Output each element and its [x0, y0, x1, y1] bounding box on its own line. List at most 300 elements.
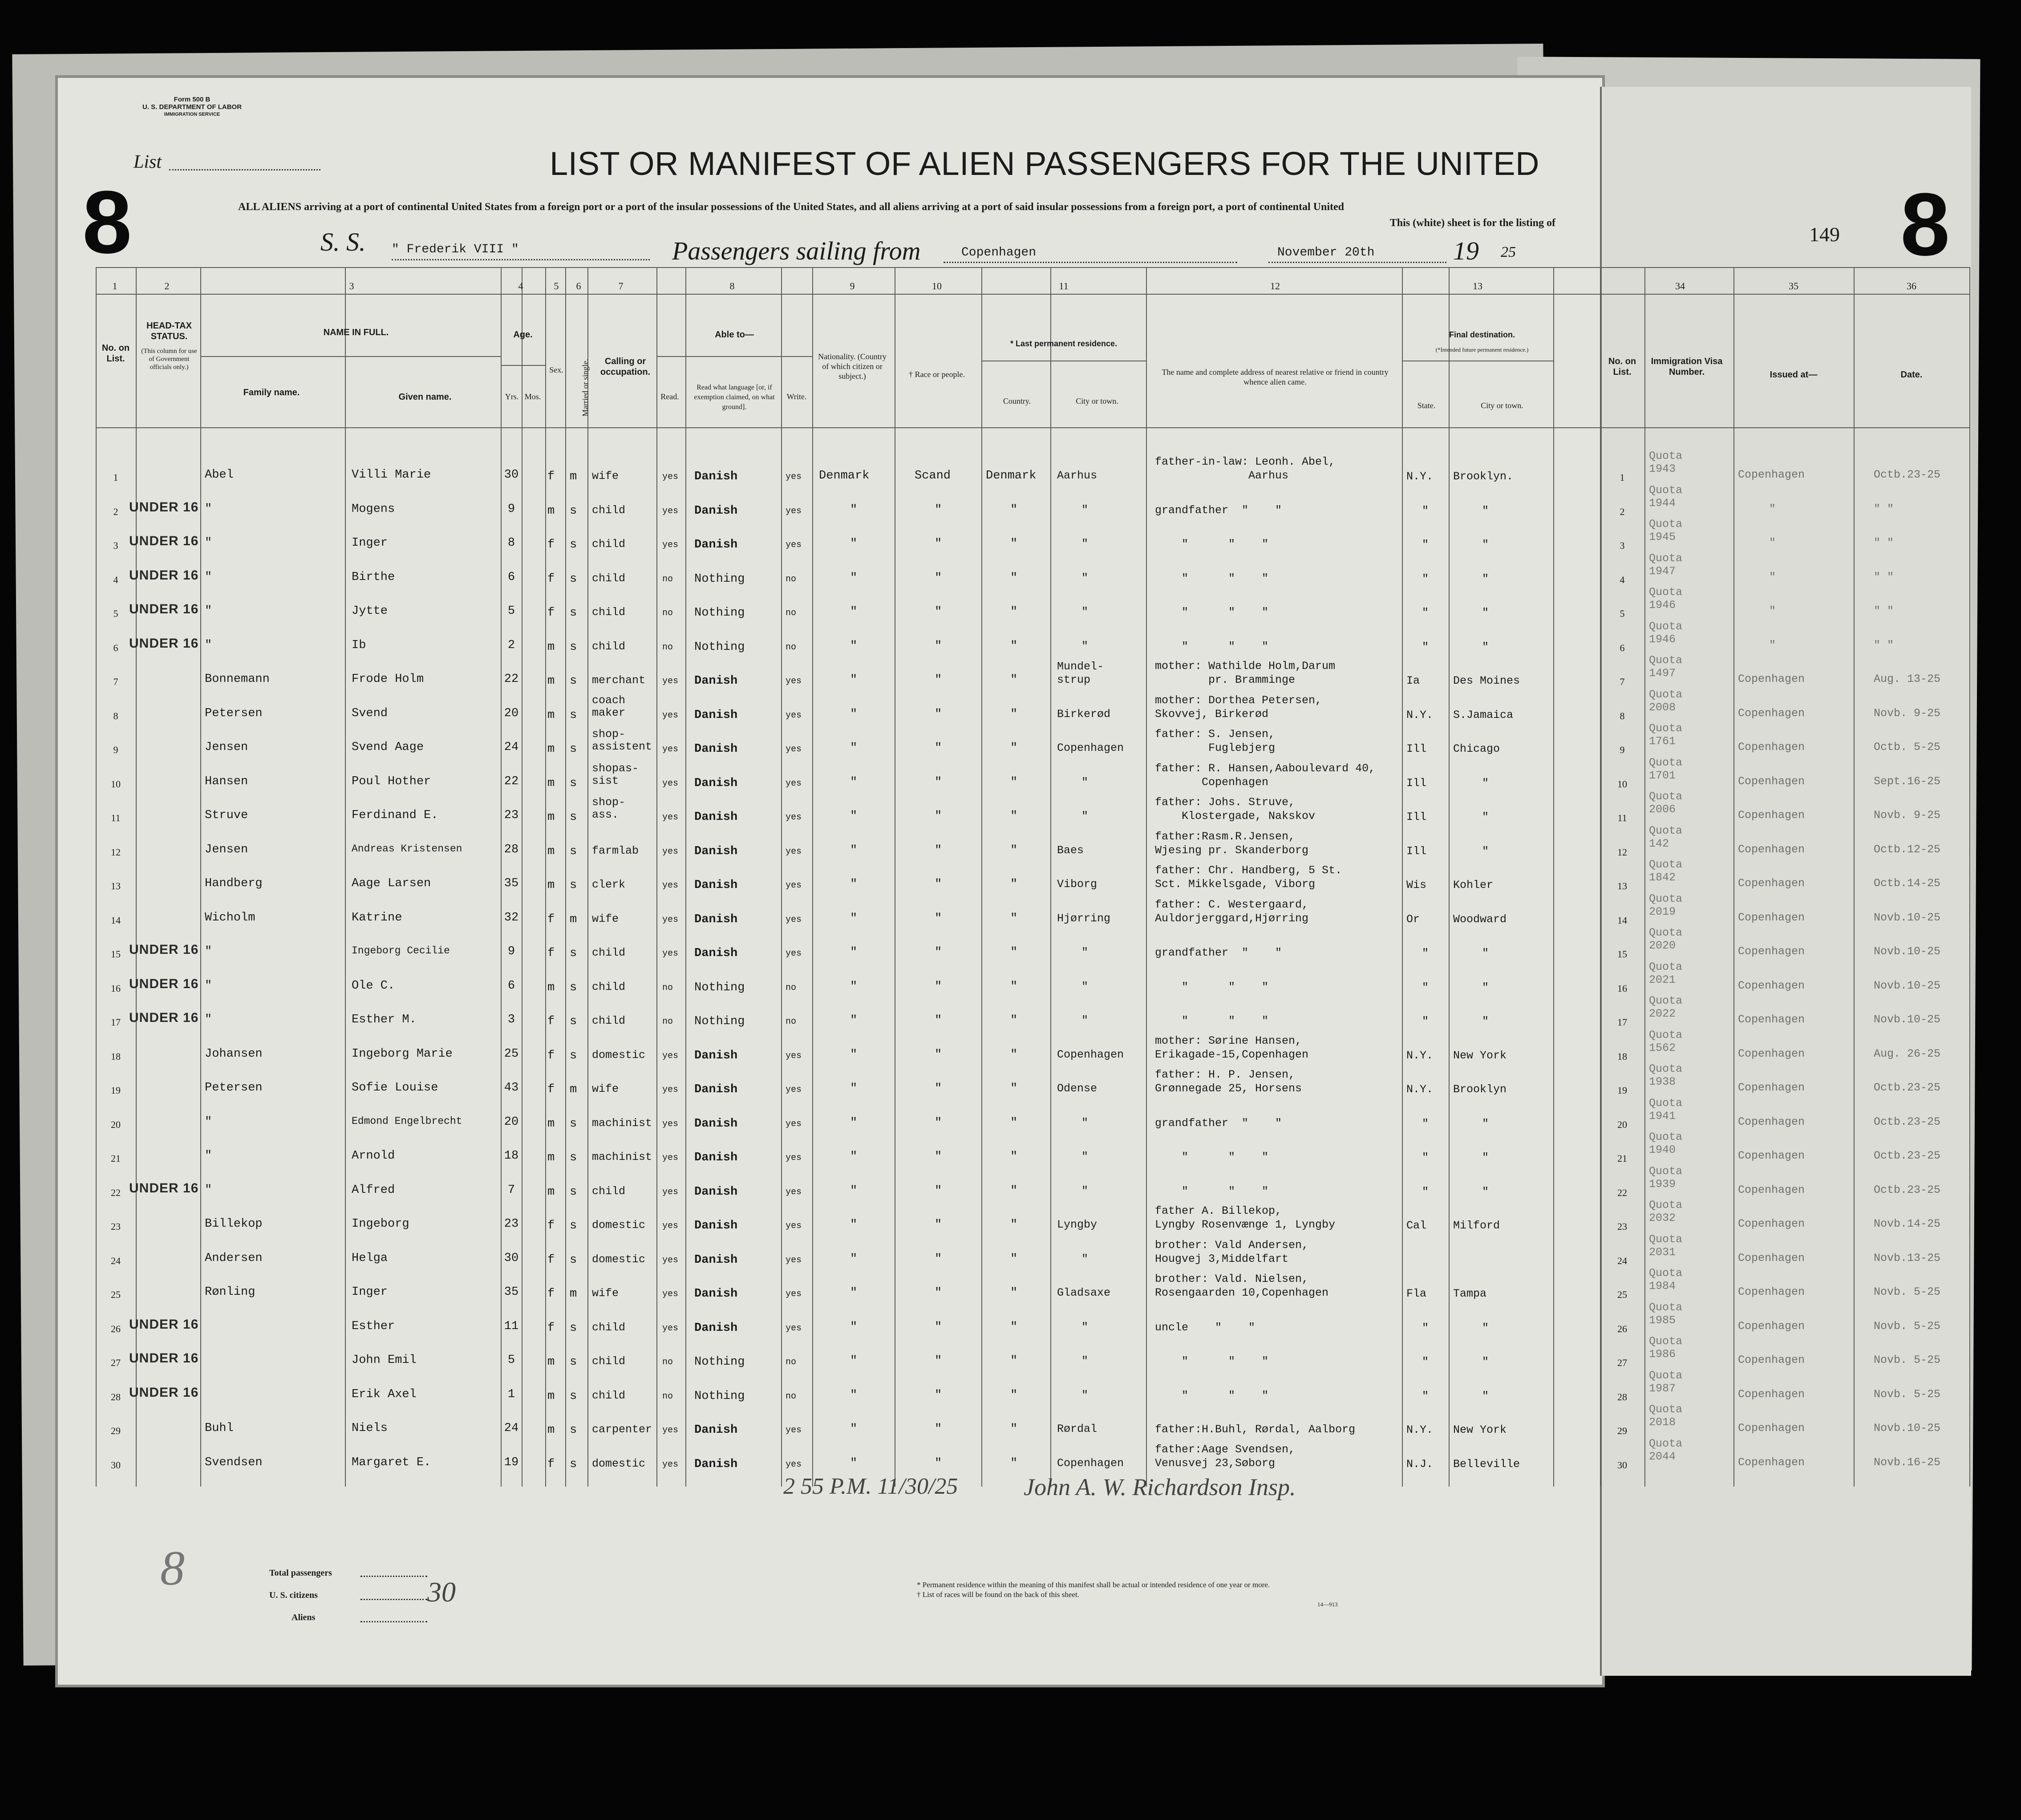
race: " [935, 1321, 942, 1334]
residence-country: " [1010, 1253, 1018, 1266]
residence-country: " [1010, 1048, 1018, 1062]
column-number: 2 [164, 280, 170, 292]
visa-row-number: 14 [1617, 915, 1627, 926]
visa-issued-at: Copenhagen [1738, 979, 1805, 992]
visa-row-number: 9 [1620, 744, 1625, 755]
head-tax-status: UNDER 16 [129, 500, 199, 515]
age-years: 24 [504, 741, 519, 754]
residence-country: " [1010, 640, 1018, 653]
destination-state: Ill [1406, 777, 1427, 790]
residence-city: " [1081, 1150, 1089, 1163]
age-years: 20 [504, 1115, 519, 1129]
row-divider [96, 294, 1969, 295]
destination-city: Brooklyn. [1453, 470, 1514, 483]
read-language: Danish [694, 879, 738, 892]
visa-date: Octb.12-25 [1874, 843, 1941, 856]
residence-country: " [1010, 912, 1018, 925]
destination-state: Ill [1406, 811, 1427, 823]
nationality: " [850, 503, 858, 517]
given-name: John Emil [352, 1354, 417, 1367]
visa-issued-at: Copenhagen [1738, 1285, 1805, 1298]
destination-state: Or [1406, 913, 1420, 926]
can-read: no [662, 574, 673, 584]
given-name: Katrine [352, 911, 402, 924]
form-number: Form 500 B [174, 96, 211, 103]
residence-country: " [1010, 742, 1018, 755]
read-language: Nothing [694, 1355, 745, 1369]
row-number: 8 [113, 710, 118, 722]
nearest-relative: " " " [1155, 1151, 1269, 1163]
destination-city: Tampa [1453, 1287, 1487, 1300]
nationality: " [850, 1048, 858, 1062]
port-line [944, 262, 1237, 263]
given-name: Niels [352, 1422, 388, 1435]
destination-city: " [1482, 606, 1489, 619]
date-line [1268, 262, 1446, 263]
nationality: " [850, 946, 858, 959]
visa-row-number: 13 [1617, 880, 1627, 892]
visa-date: Octb. 5-25 [1874, 741, 1941, 754]
subtitle-line-2: This (white) sheet is for the listing of [1389, 217, 1555, 229]
visa-issued-at: Copenhagen [1738, 1252, 1805, 1265]
row-number: 10 [111, 778, 121, 790]
marital-status: s [570, 572, 577, 586]
footnote-form-code: 14—913 [1317, 1601, 1338, 1608]
visa-issued-at: Copenhagen [1738, 911, 1805, 924]
can-write: no [786, 642, 797, 653]
marital-status: s [570, 1219, 577, 1232]
marital-status: s [570, 1321, 577, 1335]
marital-status: s [570, 606, 577, 620]
can-write: yes [786, 949, 802, 959]
can-write: yes [786, 1459, 802, 1470]
family-name: " [205, 503, 212, 516]
nearest-relative: father: S. Jensen, Fuglebjerg [1155, 728, 1276, 754]
read-language: Danish [694, 1049, 738, 1062]
header-visa-number: Immigration Visa Number. [1651, 357, 1723, 377]
visa-issued-at: Copenhagen [1738, 1388, 1805, 1401]
sex: f [547, 947, 555, 960]
destination-city: New York [1453, 1049, 1507, 1062]
header-married: Married or single. [581, 359, 590, 417]
occupation: carpenter [592, 1423, 652, 1436]
marital-status: s [570, 1355, 577, 1369]
sex: f [547, 1219, 555, 1232]
age-years: 11 [504, 1320, 519, 1333]
can-write: no [786, 574, 797, 584]
race: " [935, 605, 942, 619]
visa-number: Quota 1947 [1649, 552, 1683, 578]
occupation: wife [592, 1082, 619, 1095]
residence-city: Copenhagen [1057, 742, 1124, 754]
nearest-relative: brother: Vald Andersen, Hougvej 3,Middelfart [1155, 1239, 1309, 1265]
nearest-relative: " " " [1155, 538, 1269, 551]
nationality: " [850, 1218, 858, 1232]
nationality: Denmark [819, 469, 870, 482]
residence-country: " [1010, 980, 1018, 993]
read-language: Danish [694, 674, 738, 688]
nationality: " [850, 640, 858, 653]
can-write: no [786, 1017, 797, 1027]
residence-city: Gladsaxe [1057, 1286, 1111, 1299]
occupation: child [592, 1389, 626, 1402]
family-name: " [205, 571, 212, 584]
family-name: Jensen [205, 843, 248, 856]
nearest-relative: brother: Vald. Nielsen, Rosengaarden 10,Copenhagen [1155, 1273, 1329, 1299]
age-years: 9 [507, 503, 515, 516]
age-years: 22 [504, 775, 519, 788]
column-number: 5 [554, 280, 559, 292]
head-tax-status: UNDER 16 [129, 534, 199, 548]
destination-state: N.Y. [1406, 709, 1434, 722]
can-read: yes [662, 1255, 679, 1265]
race: " [935, 640, 942, 653]
visa-date: Octb.14-25 [1874, 877, 1941, 890]
visa-date: Novb. 5-25 [1874, 1285, 1941, 1298]
family-name: Hansen [205, 775, 248, 788]
visa-row-number: 17 [1617, 1017, 1627, 1028]
visa-number: Quota 1701 [1649, 756, 1683, 782]
sex: m [547, 674, 555, 688]
occupation: farmlab [592, 844, 639, 857]
can-read: no [662, 1017, 673, 1027]
header-last-residence: * Last permanent residence. [1010, 339, 1118, 348]
race: " [935, 503, 942, 517]
family-name: " [205, 1115, 212, 1129]
nearest-relative: father: Chr. Handberg, 5 St. Sct. Mikkelsgade, Viborg [1155, 864, 1342, 891]
nationality: " [850, 742, 858, 755]
year-suffix: 25 [1501, 244, 1516, 260]
visa-date: Novb.13-25 [1874, 1252, 1941, 1265]
age-years: 24 [504, 1422, 519, 1435]
column-divider [565, 267, 566, 1487]
visa-row-number: 28 [1617, 1391, 1627, 1402]
family-name: Svendsen [205, 1456, 263, 1469]
nearest-relative: father: H. P. Jensen, Grønnegade 25, Horsens [1155, 1068, 1302, 1095]
total-passengers-label: Total passengers [269, 1568, 332, 1578]
read-language: Nothing [694, 640, 745, 654]
residence-city: " [1081, 776, 1089, 789]
given-name: Poul Hother [352, 775, 431, 788]
race: " [935, 1253, 942, 1266]
sex: m [547, 1355, 555, 1369]
row-number: 14 [111, 915, 121, 926]
row-number: 4 [113, 574, 118, 585]
can-read: yes [662, 847, 679, 857]
nearest-relative: mother: Wathilde Holm,Darum pr. Bramminge [1155, 660, 1336, 686]
destination-city: " [1482, 640, 1489, 653]
destination-city: " [1482, 845, 1489, 858]
visa-issued-at: Copenhagen [1738, 673, 1805, 685]
header-dest-city: City or town. [1481, 401, 1523, 410]
destination-city: " [1482, 811, 1489, 823]
can-read: yes [662, 880, 679, 891]
family-name: Petersen [205, 707, 263, 720]
destination-state: N.Y. [1406, 1423, 1434, 1436]
visa-date: Novb.10-25 [1874, 911, 1941, 924]
visa-date: Novb. 5-25 [1874, 1354, 1941, 1366]
visa-date: Octb.23-25 [1874, 468, 1941, 481]
sex: f [547, 1287, 555, 1301]
nationality: " [850, 776, 858, 789]
residence-city: " [1081, 572, 1089, 584]
can-read: yes [662, 778, 679, 789]
sex: m [547, 777, 555, 790]
occupation: child [592, 572, 626, 585]
can-read: yes [662, 1289, 679, 1299]
family-name: Billekop [205, 1217, 263, 1231]
age-years: 8 [507, 536, 515, 550]
row-number: 16 [111, 983, 121, 994]
destination-state: " [1422, 1390, 1429, 1402]
can-read: no [662, 983, 673, 993]
header-name-in-full: NAME IN FULL. [323, 328, 389, 337]
can-read: yes [662, 1323, 679, 1334]
visa-date: Octb.23-25 [1874, 1149, 1941, 1162]
family-name: Struve [205, 809, 248, 822]
visa-issued-at: " [1769, 503, 1776, 515]
sheet-number-left: 8 [82, 173, 132, 272]
can-write: yes [786, 1153, 802, 1163]
total-passengers-line [360, 1576, 427, 1577]
visa-date: Novb. 9-25 [1874, 809, 1941, 822]
race: " [935, 572, 942, 585]
nearest-relative: father: R. Hansen,Aaboulevard 40, Copenhagen [1155, 762, 1376, 789]
destination-city: " [1482, 947, 1489, 960]
given-name: Mogens [352, 503, 395, 516]
residence-country: " [1010, 605, 1018, 619]
given-name: Erik Axel [352, 1388, 417, 1401]
nearest-relative: grandfather " " [1155, 946, 1282, 959]
header-family-name: Family name. [243, 388, 300, 397]
header-mos: Mos. [524, 392, 541, 401]
column-divider [1733, 267, 1734, 1487]
visa-row-number: 4 [1620, 574, 1625, 585]
nearest-relative: mother: Dorthea Petersen, Skovvej, Birkerød [1155, 694, 1322, 721]
can-write: yes [786, 1119, 802, 1129]
header-age: Age. [513, 330, 533, 340]
visa-row-number: 6 [1620, 642, 1625, 653]
can-read: yes [662, 744, 679, 754]
us-citizens-line [360, 1599, 427, 1600]
destination-state: Wis [1406, 879, 1427, 892]
can-read: yes [662, 1459, 679, 1470]
visa-row-number: 1 [1620, 472, 1625, 483]
row-number: 15 [111, 949, 121, 960]
destination-city: " [1482, 538, 1489, 551]
nearest-relative: father:H.Buhl, Rørdal, Aalborg [1155, 1423, 1356, 1436]
column-divider [1449, 267, 1450, 1487]
can-write: yes [786, 915, 802, 925]
nationality: " [850, 1116, 858, 1130]
visa-issued-at: Copenhagen [1738, 809, 1805, 822]
nearest-relative: " " " [1155, 606, 1269, 619]
row-number: 12 [111, 847, 121, 858]
nearest-relative: father A. Billekop, Lyngby Rosenvænge 1, Lyngby [1155, 1204, 1336, 1231]
residence-country: " [1010, 844, 1018, 857]
sex: m [547, 1151, 555, 1164]
sheet-number-right: 8 [1900, 175, 1950, 274]
read-language: Danish [694, 811, 738, 824]
marital-status: s [570, 709, 577, 722]
marital-status: s [570, 811, 577, 824]
head-tax-status: UNDER 16 [129, 602, 199, 616]
column-number: 3 [349, 280, 354, 292]
visa-number: Quota 2022 [1649, 994, 1683, 1020]
visa-number: Quota 2031 [1649, 1233, 1683, 1259]
margin-note: 8 [160, 1541, 185, 1595]
occupation: machinist [592, 1117, 652, 1130]
residence-city: Copenhagen [1057, 1457, 1124, 1470]
row-divider [96, 267, 1969, 268]
age-years: 35 [504, 877, 519, 890]
visa-date: Novb. 9-25 [1874, 707, 1941, 720]
visa-number: Quota 1944 [1649, 484, 1683, 510]
race: " [935, 946, 942, 959]
occupation: shop- assistent [592, 728, 652, 753]
column-divider [781, 267, 782, 1487]
race: " [935, 912, 942, 925]
family-name: Andersen [205, 1252, 263, 1265]
given-name: Esther M. [352, 1013, 417, 1026]
residence-country: " [1010, 1116, 1018, 1130]
can-write: yes [786, 1085, 802, 1095]
family-name: Buhl [205, 1422, 234, 1435]
residence-city: Odense [1057, 1082, 1098, 1095]
column-divider [345, 267, 346, 1487]
marital-status: s [570, 1151, 577, 1164]
can-read: yes [662, 1085, 679, 1095]
occupation: merchant [592, 674, 646, 687]
read-language: Danish [694, 777, 738, 790]
family-name: Wicholm [205, 911, 255, 924]
destination-state: N.Y. [1406, 1083, 1434, 1096]
can-write: yes [786, 1289, 802, 1299]
occupation: child [592, 981, 626, 993]
can-read: yes [662, 915, 679, 925]
visa-row-number: 8 [1620, 710, 1625, 722]
age-years: 9 [507, 945, 515, 958]
nearest-relative: uncle " " [1155, 1321, 1256, 1334]
residence-country: " [1010, 1389, 1018, 1402]
marital-status: s [570, 1390, 577, 1403]
visa-issued-at: Copenhagen [1738, 1217, 1805, 1230]
destination-state: Ia [1406, 674, 1420, 687]
race: " [935, 1014, 942, 1027]
header-visa-no-on-list: No. on List. [1608, 357, 1636, 377]
nearest-relative: " " " [1155, 640, 1269, 653]
list-line [169, 169, 320, 170]
header-read: Read. [660, 392, 679, 401]
residence-city: Copenhagen [1057, 1048, 1124, 1061]
nationality: " [850, 1354, 858, 1368]
residence-country: " [1010, 1286, 1018, 1300]
family-name: Johansen [205, 1047, 263, 1061]
can-write: yes [786, 744, 802, 754]
race: " [935, 673, 942, 687]
nearest-relative: mother: Sørine Hansen, Erikagade-15,Copenhagen [1155, 1034, 1309, 1061]
sex: m [547, 640, 555, 654]
sex: f [547, 913, 555, 926]
can-write: yes [786, 710, 802, 721]
nearest-relative: grandfather " " [1155, 504, 1282, 517]
family-name: Handberg [205, 877, 263, 890]
footnote-races: † List of races will be found on the back of this sheet. [917, 1590, 1079, 1599]
visa-number: Quota 2032 [1649, 1199, 1683, 1224]
nearest-relative: father:Rasm.R.Jensen, Wjesing pr. Skanderborg [1155, 830, 1309, 857]
visa-issued-at: " [1769, 571, 1776, 584]
sex: f [547, 606, 555, 620]
visa-issued-at: Copenhagen [1738, 1354, 1805, 1366]
visa-issued-at: Copenhagen [1738, 741, 1805, 754]
nationality: " [850, 1321, 858, 1334]
nearest-relative: father: Johs. Struve, Klostergade, Nakskov [1155, 796, 1316, 823]
destination-city: S.Jamaica [1453, 709, 1514, 722]
sex: f [547, 538, 555, 551]
given-name: Villi Marie [352, 468, 431, 482]
column-divider [200, 267, 201, 1487]
age-years: 7 [507, 1184, 515, 1197]
residence-city: Mundel- strup [1057, 660, 1104, 686]
column-number: 7 [618, 280, 624, 292]
head-tax-status: UNDER 16 [129, 1317, 199, 1332]
visa-row-number: 18 [1617, 1051, 1627, 1062]
residence-city: " [1081, 946, 1089, 959]
marital-status: s [570, 1185, 577, 1199]
destination-state: " [1422, 947, 1429, 960]
visa-number: Quota 2006 [1649, 790, 1683, 816]
destination-city: Chicago [1453, 742, 1500, 755]
year-prefix: 19 [1453, 236, 1479, 265]
residence-city: Lyngby [1057, 1218, 1098, 1231]
nearest-relative: " " " [1155, 1389, 1269, 1402]
row-number: 6 [113, 642, 118, 653]
sex: m [547, 1423, 555, 1437]
destination-state: N.Y. [1406, 470, 1434, 483]
occupation: domestic [592, 1457, 646, 1470]
can-write: no [786, 983, 797, 993]
given-name: Helga [352, 1252, 388, 1265]
marital-status: s [570, 1117, 577, 1131]
residence-city: " [1081, 1321, 1089, 1334]
occupation: machinist [592, 1151, 652, 1163]
race: " [935, 537, 942, 551]
residence-country: " [1010, 1423, 1018, 1436]
nearest-relative: " " " [1155, 1185, 1269, 1198]
residence-city: " [1081, 1014, 1089, 1027]
visa-issued-at: Copenhagen [1738, 1422, 1805, 1435]
visa-issued-at: Copenhagen [1738, 1320, 1805, 1333]
visa-issued-at: Copenhagen [1738, 1149, 1805, 1162]
residence-country: " [1010, 878, 1018, 891]
can-read: yes [662, 676, 679, 686]
visa-issued-at: Copenhagen [1738, 1047, 1805, 1060]
visa-number: Quota 1939 [1649, 1165, 1683, 1191]
residence-country: " [1010, 1082, 1018, 1095]
visa-issued-at: Copenhagen [1738, 843, 1805, 856]
header-yrs: Yrs. [505, 392, 519, 401]
can-read: no [662, 1391, 673, 1402]
visa-row-number: 25 [1617, 1289, 1627, 1300]
given-name: Ib [352, 639, 366, 652]
residence-country: " [1010, 673, 1018, 687]
column-divider [812, 267, 813, 1487]
header-final-destination: Final destination. [1449, 330, 1515, 339]
can-write: yes [786, 1425, 802, 1435]
read-language: Danish [694, 1253, 738, 1267]
header-head-tax: HEAD-TAX STATUS. [146, 321, 192, 341]
occupation: domestic [592, 1049, 646, 1062]
